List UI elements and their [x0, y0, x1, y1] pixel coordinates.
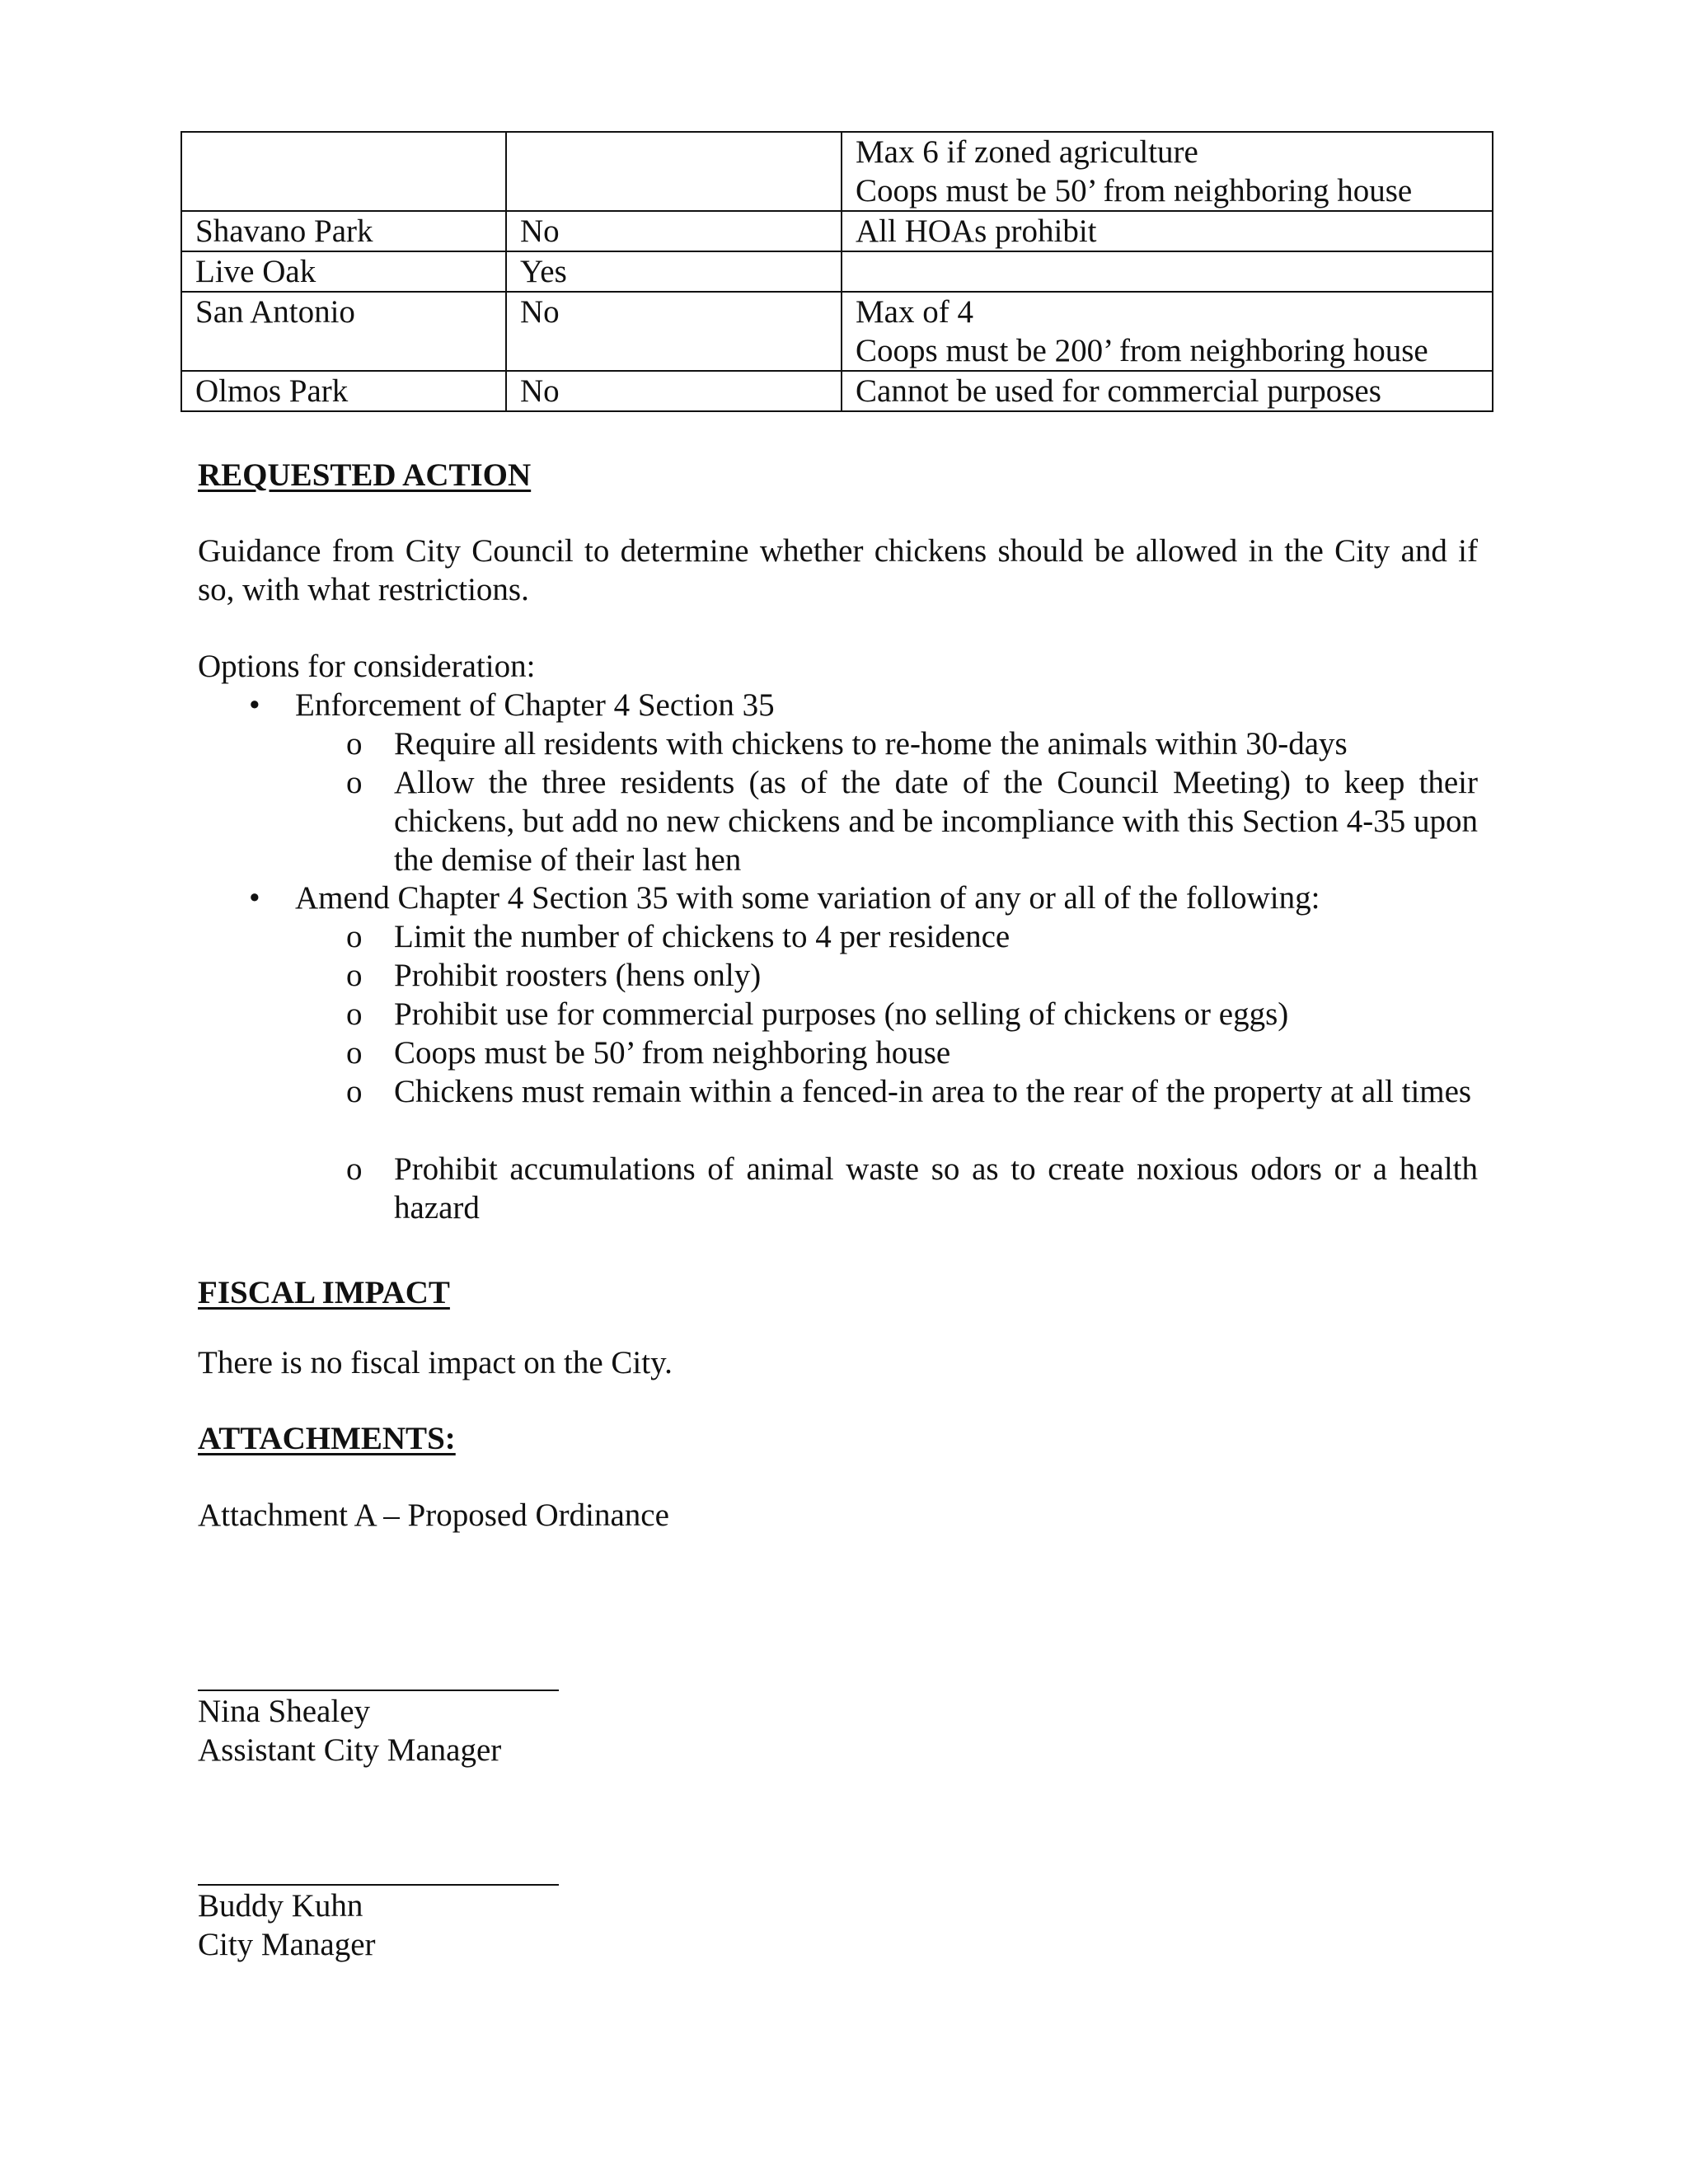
table-cell-notes	[842, 251, 1493, 292]
notes-line: Cannot be used for commercial purposes	[856, 373, 1381, 409]
table-cell-notes	[842, 132, 1493, 211]
table-cell-allowed: Yes	[506, 251, 842, 292]
option-text: Amend Chapter 4 Section 35 with some variation of any or all of the following:	[295, 880, 1320, 916]
sub-option-text: Limit the number of chickens to 4 per residence	[394, 919, 1010, 954]
table-cell-allowed: No	[506, 292, 842, 371]
notes-line: All HOAs prohibit	[856, 213, 1097, 249]
requested-action-paragraph: Guidance from City Council to determine whether chickens should be allowed in the City and if so, with what restrictions.	[198, 533, 1478, 607]
signature-line	[198, 1884, 559, 1886]
municipality-comparison-table	[181, 131, 1493, 412]
table-cell-allowed	[506, 132, 842, 211]
table-cell-city: Live Oak	[181, 251, 506, 292]
table-cell-city: Olmos Park	[181, 371, 506, 411]
signatory-name: Nina Shealey	[198, 1694, 371, 1729]
table-cell-notes	[842, 371, 1493, 411]
sub-bullet-icon: o	[346, 996, 363, 1032]
signatory-title: Assistant City Manager	[198, 1732, 502, 1768]
sub-bullet-icon: o	[346, 1035, 363, 1071]
signatory-name: Buddy Kuhn	[198, 1888, 363, 1924]
notes-line: Max of 4	[856, 294, 973, 330]
option-text: Enforcement of Chapter 4 Section 35	[295, 687, 775, 723]
table-cell-city	[181, 132, 506, 211]
sub-option-text: Require all residents with chickens to re-home the animals within 30-days	[394, 726, 1348, 762]
sub-bullet-icon: o	[346, 919, 363, 954]
sub-option-text: Prohibit accumulations of animal waste so as to create noxious odors or a health hazard	[394, 1151, 1478, 1226]
bullet-icon: •	[249, 880, 260, 916]
sub-option-text: Coops must be 50’ from neighboring house	[394, 1035, 951, 1071]
notes-line: Coops must be 50’ from neighboring house	[856, 173, 1413, 209]
fiscal-impact-heading: FISCAL IMPACT	[198, 1275, 450, 1310]
sub-option-text: Prohibit roosters (hens only)	[394, 958, 762, 993]
sub-option-text: Prohibit use for commercial purposes (no selling of chickens or eggs)	[394, 996, 1289, 1032]
fiscal-impact-text: There is no fiscal impact on the City.	[198, 1345, 673, 1380]
options-intro: Options for consideration:	[198, 649, 536, 684]
sub-option-text: Allow the three residents (as of the date of the Council Meeting) to keep their chickens, but add no new chickens and be incompliance with this Section 4-35 upon the demise of their last hen	[394, 765, 1478, 878]
table-row	[181, 211, 1493, 251]
sub-option-text: Chickens must remain within a fenced-in area to the rear of the property at all times	[394, 1074, 1472, 1109]
notes-line: Coops must be 200’ from neighboring house	[856, 333, 1428, 368]
sub-bullet-icon: o	[346, 1151, 363, 1187]
table-row	[181, 371, 1493, 411]
table-row	[181, 251, 1493, 292]
attachment-item: Attachment A – Proposed Ordinance	[198, 1497, 669, 1533]
sub-bullet-icon: o	[346, 726, 363, 762]
table-cell-allowed: No	[506, 371, 842, 411]
sub-bullet-icon: o	[346, 1074, 363, 1109]
signature-line	[198, 1690, 559, 1691]
table-cell-city: San Antonio	[181, 292, 506, 371]
notes-line: Max 6 if zoned agriculture	[856, 134, 1198, 170]
table-row	[181, 132, 1493, 211]
table-cell-city: Shavano Park	[181, 211, 506, 251]
table-cell-notes	[842, 211, 1493, 251]
table-cell-allowed: No	[506, 211, 842, 251]
requested-action-heading: REQUESTED ACTION	[198, 457, 532, 493]
notes-line	[856, 252, 1479, 291]
sub-bullet-icon: o	[346, 958, 363, 993]
table-row	[181, 292, 1493, 371]
table-cell-notes	[842, 292, 1493, 371]
attachments-heading: ATTACHMENTS:	[198, 1421, 456, 1456]
signatory-title: City Manager	[198, 1927, 376, 1962]
sub-bullet-icon: o	[346, 765, 363, 800]
bullet-icon: •	[249, 687, 260, 723]
